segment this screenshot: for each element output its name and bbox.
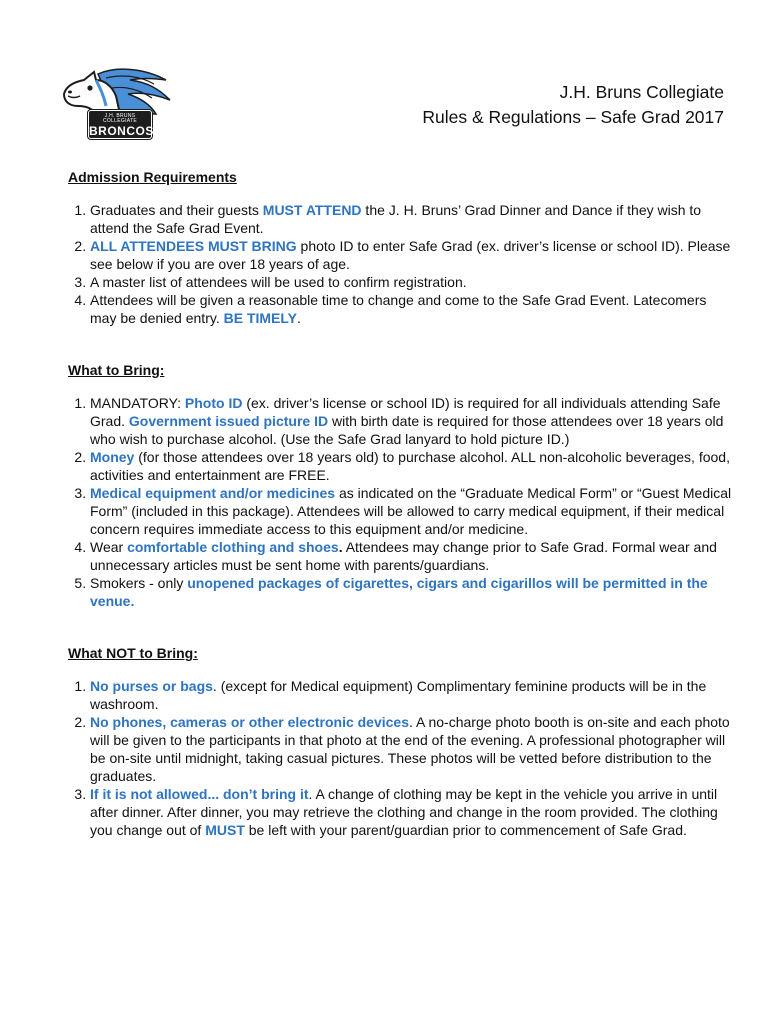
title-line-1: J.H. Bruns Collegiate [559, 82, 724, 102]
text-run: (for those attendees over 18 years old) to purchase alcohol. ALL non-alcoholic beverages, food, activities and entertainment are FREE. [90, 449, 730, 483]
text-run: photo ID to enter Safe Grad (ex. driver’s license or school ID). Please see below if you are over 18 years of age. [90, 238, 731, 272]
list-item [90, 201, 736, 237]
page-title [422, 80, 724, 130]
text-run: . (except for Medical equipment) Complimentary feminine products will be in the washroom. [90, 678, 707, 712]
text-run: Smokers - only [90, 575, 188, 591]
list-item [90, 484, 736, 538]
highlighted-text: No purses or bags [90, 678, 213, 694]
section-admission-requirements [68, 168, 736, 327]
title-line-2: Rules & Regulations – Safe Grad 2017 [422, 107, 724, 127]
list-item [90, 713, 736, 785]
numbered-list [68, 677, 736, 839]
text-run: Attendees may change prior to Safe Grad. Formal wear and unnecessary articles must be sent home with parents/guardians. [90, 539, 717, 573]
list-item [90, 237, 736, 273]
text-run: Attendees will be given a reasonable time to change and come to the Safe Grad Event. Latecomers may be denied entry. [90, 292, 707, 326]
highlighted-text: No phones, cameras or other electronic devices [90, 714, 410, 730]
text-run: Wear [90, 539, 128, 555]
highlighted-text: MUST [205, 822, 245, 838]
highlighted-text: ALL ATTENDEES MUST BRING [90, 238, 297, 254]
list-item [90, 574, 736, 610]
section-heading: What NOT to Bring: [68, 645, 198, 661]
document-body [68, 168, 736, 873]
horse-head-icon [56, 66, 178, 116]
text-run: (ex. driver’s license or school ID) is required for all individuals attending Safe Grad. [90, 395, 721, 429]
highlighted-text: unopened packages of cigarettes, cigars and cigarillos will be permitted in the venue. [90, 575, 708, 609]
broncos-logo [56, 66, 178, 142]
numbered-list [68, 394, 736, 610]
text-run: Graduates and their guests [90, 202, 263, 218]
text-run: MANDATORY: [90, 395, 185, 411]
list-item [90, 677, 736, 713]
highlighted-text: Government issued picture ID [128, 413, 329, 429]
highlighted-text: If it is not allowed... don’t bring it [90, 786, 309, 802]
text-run: . [338, 539, 343, 555]
text-run: the J. H. Bruns’ Grad Dinner and Dance if they wish to attend the Safe Grad Event. [90, 202, 702, 236]
numbered-list [68, 201, 736, 327]
logo-school-text: J.H. BRUNS COLLEGIATE [102, 113, 138, 124]
text-run: with birth date is required for those attendees over 18 years old who wish to purchase alcohol. (Use the Safe Grad lanyard to hold picture ID.) [90, 413, 724, 447]
section-heading: Admission Requirements [68, 169, 237, 185]
text-run: . A no-charge photo booth is on-site and each photo will be given to the participants in that photo at the end of the evening. A professional photographer will be on-site until midnight, taking casual pictures. These photos will be vetted before distribution to the graduates. [90, 714, 730, 784]
text-run: . A change of clothing may be kept in the vehicle you arrive in until after dinner. After dinner, you may retrieve the clothing and change in the room provided. The clothing you change out of [90, 786, 718, 838]
list-item [90, 273, 736, 291]
highlighted-text: BE TIMELY [223, 310, 297, 326]
highlighted-text: MUST ATTEND [262, 202, 362, 218]
section-what-to-bring [68, 361, 736, 610]
list-item [90, 394, 736, 448]
highlighted-text: Photo ID [184, 395, 243, 411]
section-heading: What to Bring: [68, 362, 165, 378]
list-item [90, 785, 736, 839]
text-run: be left with your parent/guardian prior to commencement of Safe Grad. [244, 822, 687, 838]
list-item [90, 291, 736, 327]
section-what-not-to-bring [68, 644, 736, 839]
logo-badge [88, 110, 152, 139]
list-item [90, 538, 736, 574]
logo-team-text: BRONCOS [89, 124, 154, 138]
text-run: A master list of attendees will be used to confirm registration. [90, 274, 467, 290]
list-item [90, 448, 736, 484]
text-run: . [297, 310, 301, 326]
highlighted-text: comfortable clothing and shoes [127, 539, 339, 555]
highlighted-text: Money [90, 449, 135, 465]
highlighted-text: Medical equipment and/or medicines [90, 485, 336, 501]
text-run: as indicated on the “Graduate Medical Form” or “Guest Medical Form” (included in this package). Attendees will be allowed to carry medical equipment, if their medical concern requires immediate access to this equipment and/or medicine. [90, 485, 732, 537]
